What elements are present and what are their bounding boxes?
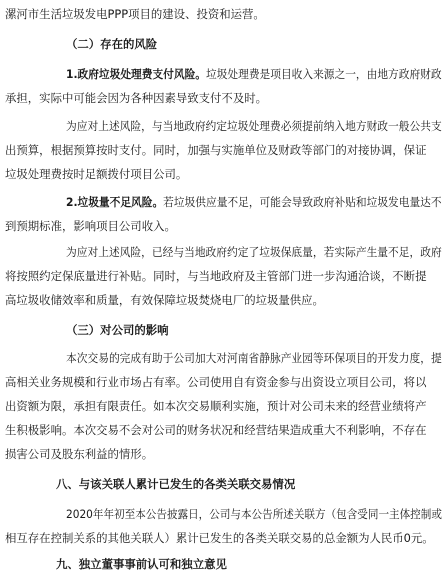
risk1-measure-line-3: 垃圾处理费按时足额拨付项目公司。: [5, 167, 188, 181]
impact-line-3: 出资额为限，承担有限责任。如本次交易顺利实施，预计对公司未来的经营业绩将产: [5, 399, 427, 413]
impact-line-4: 生积极影响。本次交易不会对公司的财务状况和经营结果造成重大不利影响，不存在: [5, 423, 427, 437]
risk1-title: 1.政府垃圾处理费支付风险。: [66, 67, 207, 81]
heading-impact: （三）对公司的影响: [66, 323, 169, 337]
risk2-line-2: 到预期标准，影响项目公司收入。: [5, 219, 176, 233]
risk1-first-line: [66, 66, 442, 82]
impact-line-2: 高相关业务规模和行业市场占有率。公司使用自有资金参与出资设立项目公司，将以: [5, 375, 427, 389]
risk2-measure-line-2: 将按照约定保底量进行补贴。同时，与当地政府及主管部门进一步沟通洽谈，不断提: [5, 269, 427, 283]
risk1-measure-line-2: 出预算，根据预算按时支付。同时，加强与实施单位及财政等部门的对接协调，保证: [5, 143, 427, 157]
section-8-heading: 八、与该关联人累计已发生的各类关联交易情况: [56, 477, 296, 491]
risk2-measure-line-3: 高垃圾收储效率和质量，有效保障垃圾焚烧电厂的垃圾量供应。: [5, 293, 324, 307]
section-8-line-2: 相互存在控制关系的其他关联人）累计已发生的各类关联交易的总金额为人民币0元。: [5, 531, 434, 545]
risk1-line-2: 承担，实际中可能会因为各种因素导致支付不及时。: [5, 91, 267, 105]
risk1-measure-line-1: 为应对上述风险，与当地政府约定垃圾处理费必须提前纳入地方财政一般公共支: [66, 119, 442, 133]
risk2-first-line: [66, 194, 442, 210]
heading-risks: （二）存在的风险: [66, 37, 158, 51]
impact-line-1: 本次交易的完成有助于公司加大对河南省静脉产业园等环保项目的开发力度，提: [66, 351, 442, 365]
impact-line-5: 损害公司及股东利益的情形。: [5, 447, 154, 461]
section-9-heading: 九、独立董事事前认可和独立意见: [56, 557, 227, 571]
risk2-title: 2.垃圾量不足风险。: [66, 195, 164, 209]
risk2-text: 若垃圾供应量不足，可能会导致政府补贴和垃圾发电量达不: [163, 195, 442, 209]
intro-line: 漯河市生活垃圾发电PPP项目的建设、投资和运营。: [5, 7, 265, 21]
section-8-line-1: 2020年年初至本公告披露日，公司与本公告所述关联方（包含受同一主体控制或: [66, 507, 442, 521]
risk1-text: 垃圾处理费是项目收入来源之一，由地方政府财政: [206, 67, 442, 81]
risk2-measure-line-1: 为应对上述风险，已经与当地政府约定了垃圾保底量，若实际产生量不足，政府: [66, 245, 442, 259]
